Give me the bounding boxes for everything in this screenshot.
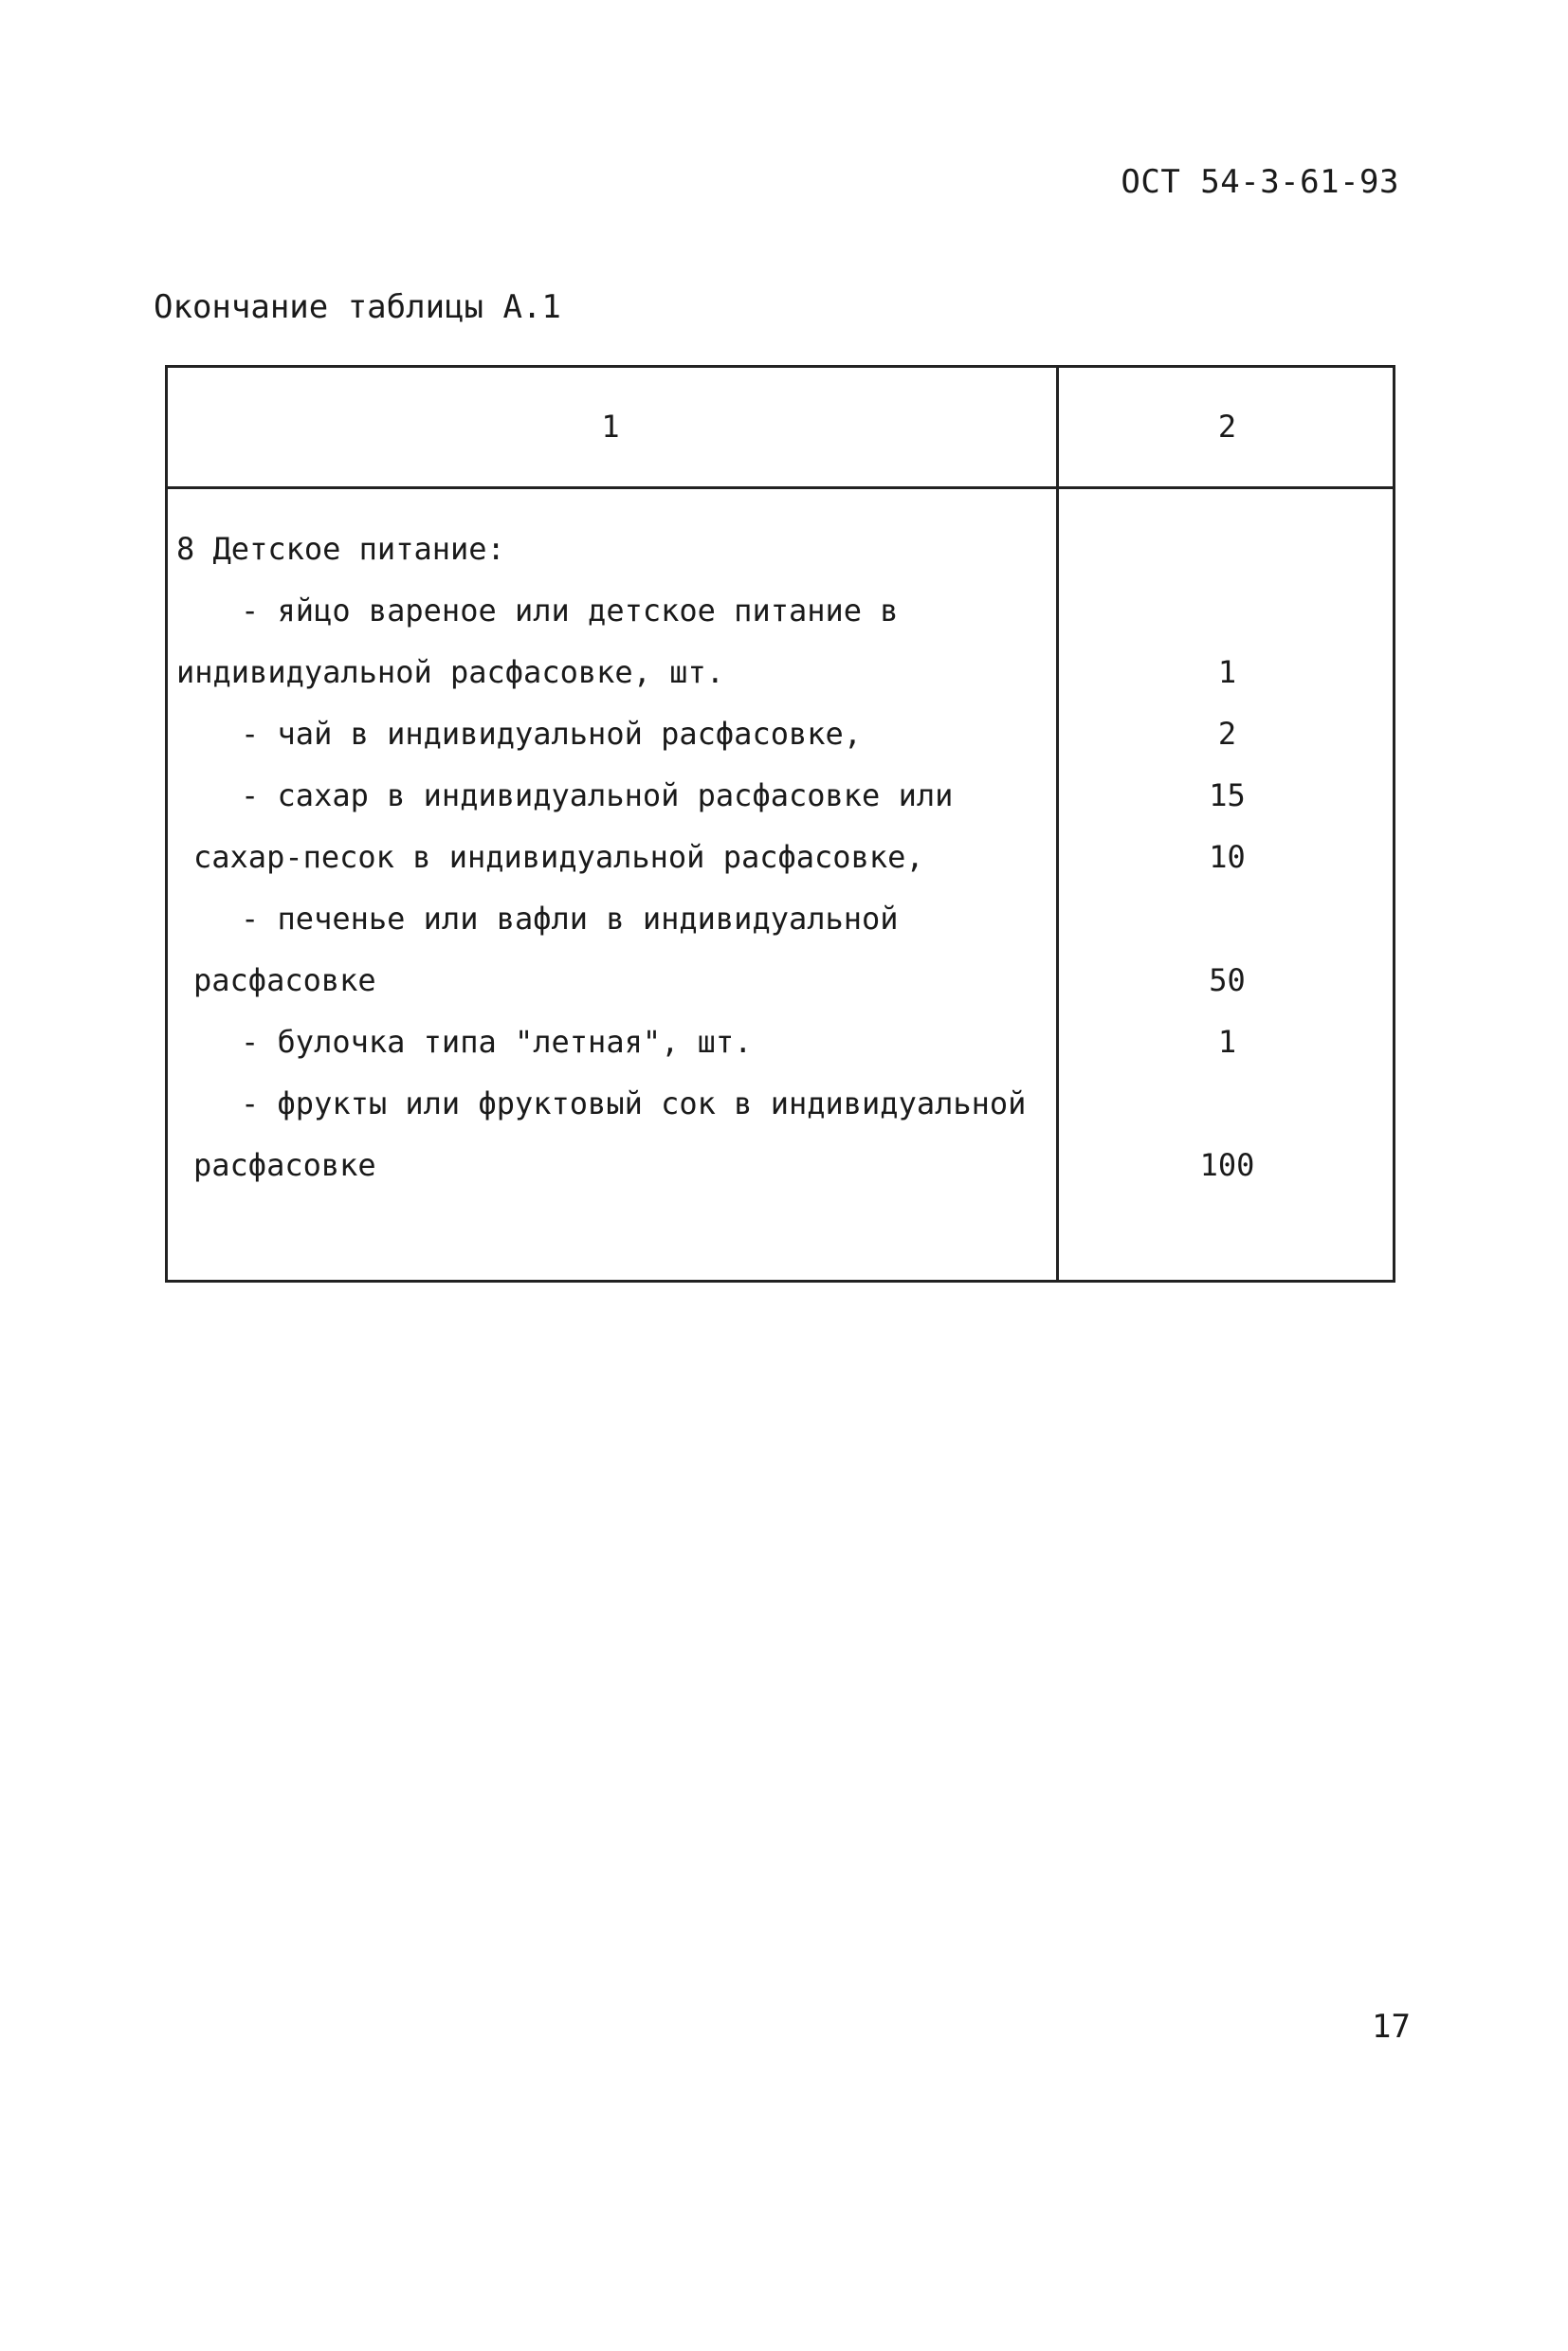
document-code: ОСТ 54-3-61-93 <box>1121 163 1399 201</box>
column-header-2: 2 <box>1217 409 1237 445</box>
row-quantity: 1 <box>1217 1024 1237 1060</box>
column-header-1: 1 <box>601 409 620 445</box>
row-quantity: 15 <box>1209 777 1246 813</box>
table-row <box>165 950 1395 1011</box>
row-item-text: - чай в индивидуальной расфасовке, <box>241 716 863 752</box>
row-item-text: - булочка типа "летная", шт. <box>241 1024 753 1060</box>
table-caption: Окончание таблицы А.1 <box>154 288 561 326</box>
page-number: 17 <box>1372 2008 1411 2046</box>
header-divider <box>165 486 1395 489</box>
row-item-text: индивидуальной расфасовке, шт. <box>176 654 724 690</box>
table-row <box>165 519 1395 580</box>
row-item-text: - фрукты или фруктовый сок в индивидуальной <box>241 1085 1027 1121</box>
table-row <box>165 765 1395 827</box>
row-item-text: сахар-песок в индивидуальной расфасовке, <box>193 839 924 875</box>
table-row <box>165 703 1395 765</box>
table-row <box>165 1135 1395 1196</box>
table-row <box>165 1073 1395 1135</box>
table-row <box>165 888 1395 950</box>
data-table <box>165 365 1395 1283</box>
row-item-text: - яйцо вареное или детское питание в <box>241 592 899 629</box>
row-quantity: 10 <box>1209 839 1246 875</box>
row-item-text: 8 Детское питание: <box>176 531 505 567</box>
table-body <box>165 519 1395 1196</box>
row-item-text: расфасовке <box>193 1147 376 1183</box>
table-row <box>165 827 1395 888</box>
table-row <box>165 580 1395 642</box>
row-quantity: 2 <box>1217 716 1237 752</box>
row-quantity: 100 <box>1199 1147 1255 1183</box>
row-item-text: - сахар в индивидуальной расфасовке или <box>241 777 954 813</box>
table-row <box>165 1011 1395 1073</box>
table-row <box>165 642 1395 703</box>
row-item-text: - печенье или вафли в индивидуальной <box>241 901 899 937</box>
row-quantity: 50 <box>1209 962 1246 998</box>
row-item-text: расфасовке <box>193 962 376 998</box>
row-quantity: 1 <box>1217 654 1237 690</box>
